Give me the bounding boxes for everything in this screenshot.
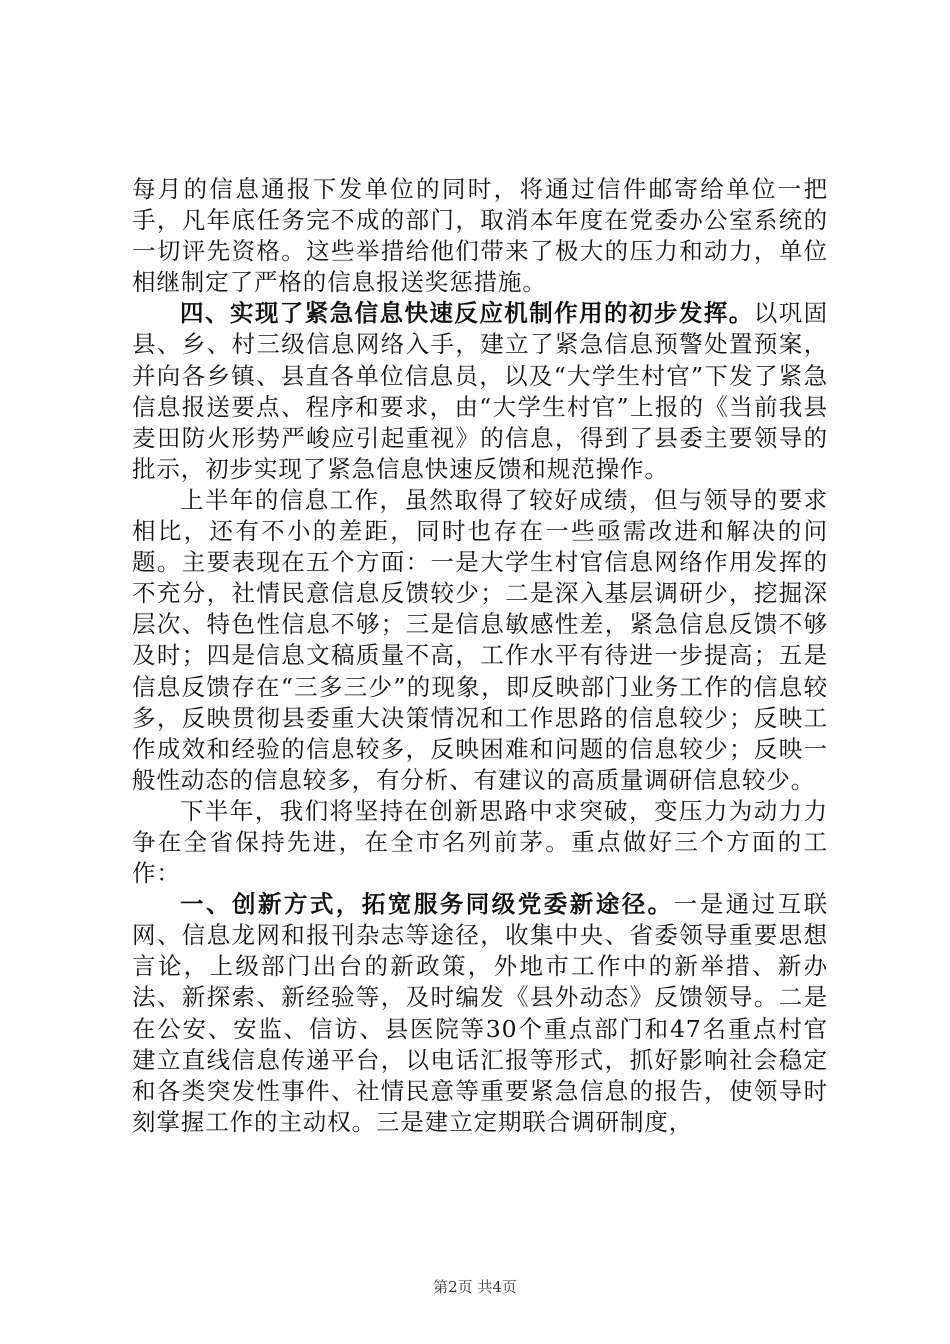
paragraph-4 <box>132 796 828 889</box>
paragraph-2 <box>132 298 828 485</box>
paragraph-5 <box>132 889 828 1138</box>
paragraph-text: 下半年，我们将坚持在创新思路中求突破，变压力为动力力争在全省保持先进，在全市名列前茅。重点做好三个方面的工作： <box>132 796 828 888</box>
paragraph-text: 每月的信息通报下发单位的同时，将通过信件邮寄给单位一把手，凡年底任务完不成的部门，取消本年度在党委办公室系统的一切评先资格。这些举措给他们带来了极大的压力和动力，单位相继制定了严格的信息报送奖惩措施。 <box>132 175 828 297</box>
section-heading-4: 四、实现了紧急信息快速反应机制作用的初步发挥。 <box>180 299 754 328</box>
paragraph-text: 上半年的信息工作，虽然取得了较好成绩，但与领导的要求相比，还有不小的差距，同时也存在一些亟需改进和解决的问题。主要表现在五个方面：一是大学生村官信息网络作用发挥的不充分，社情民意信息反馈较少；二是深入基层调研少，挖掘深层次、特色性信息不够；三是信息敏感性差，紧急信息反馈不够及时；四是信息文稿质量不高，工作水平有待进一步提高；五是信息反馈存在“三多三少”的现象，即反映部门业务工作的信息较多，反映贯彻县委重大决策情况和工作思路的信息较少；反映工作成效和经验的信息较多，反映困难和问题的信息较少；反映一般性动态的信息较多，有分析、有建议的高质量调研信息较少。 <box>132 485 828 794</box>
paragraph-text: 一是通过互联网、信息龙网和报刊杂志等途径，收集中央、省委领导重要思想言论，上级部门出台的新政策，外地市工作中的新举措、新办法、新探索、新经验等，及时编发《县外动态》反馈领导。二是在公安、安监、信访、县医院等30个重点部门和47名重点村官建立直线信息传递平台，以电话汇报等形式，抓好影响社会稳定和各类突发性事件、社情民意等重要紧急信息的报告，使领导时刻掌握工作的主动权。三是建立定期联合调研制度， <box>132 890 828 1136</box>
paragraph-3 <box>132 485 828 796</box>
section-heading-1: 一、创新方式，拓宽服务同级党委新途径。 <box>180 890 674 919</box>
page-footer <box>0 1276 950 1297</box>
document-body <box>132 174 828 1138</box>
paragraph-1 <box>132 174 828 298</box>
page-number: 第2页 共4页 <box>433 1278 517 1296</box>
paragraph-text: 以巩固县、乡、村三级信息网络入手，建立了紧急信息预警处置预案，并向各乡镇、县直各单位信息员，以及“大学生村官”下发了紧急信息报送要点、程序和要求，由“大学生村官”上报的《当前我县麦田防火形势严峻应引起重视》的信息，得到了县委主要领导的批示，初步实现了紧急信息快速反馈和规范操作。 <box>132 299 829 483</box>
